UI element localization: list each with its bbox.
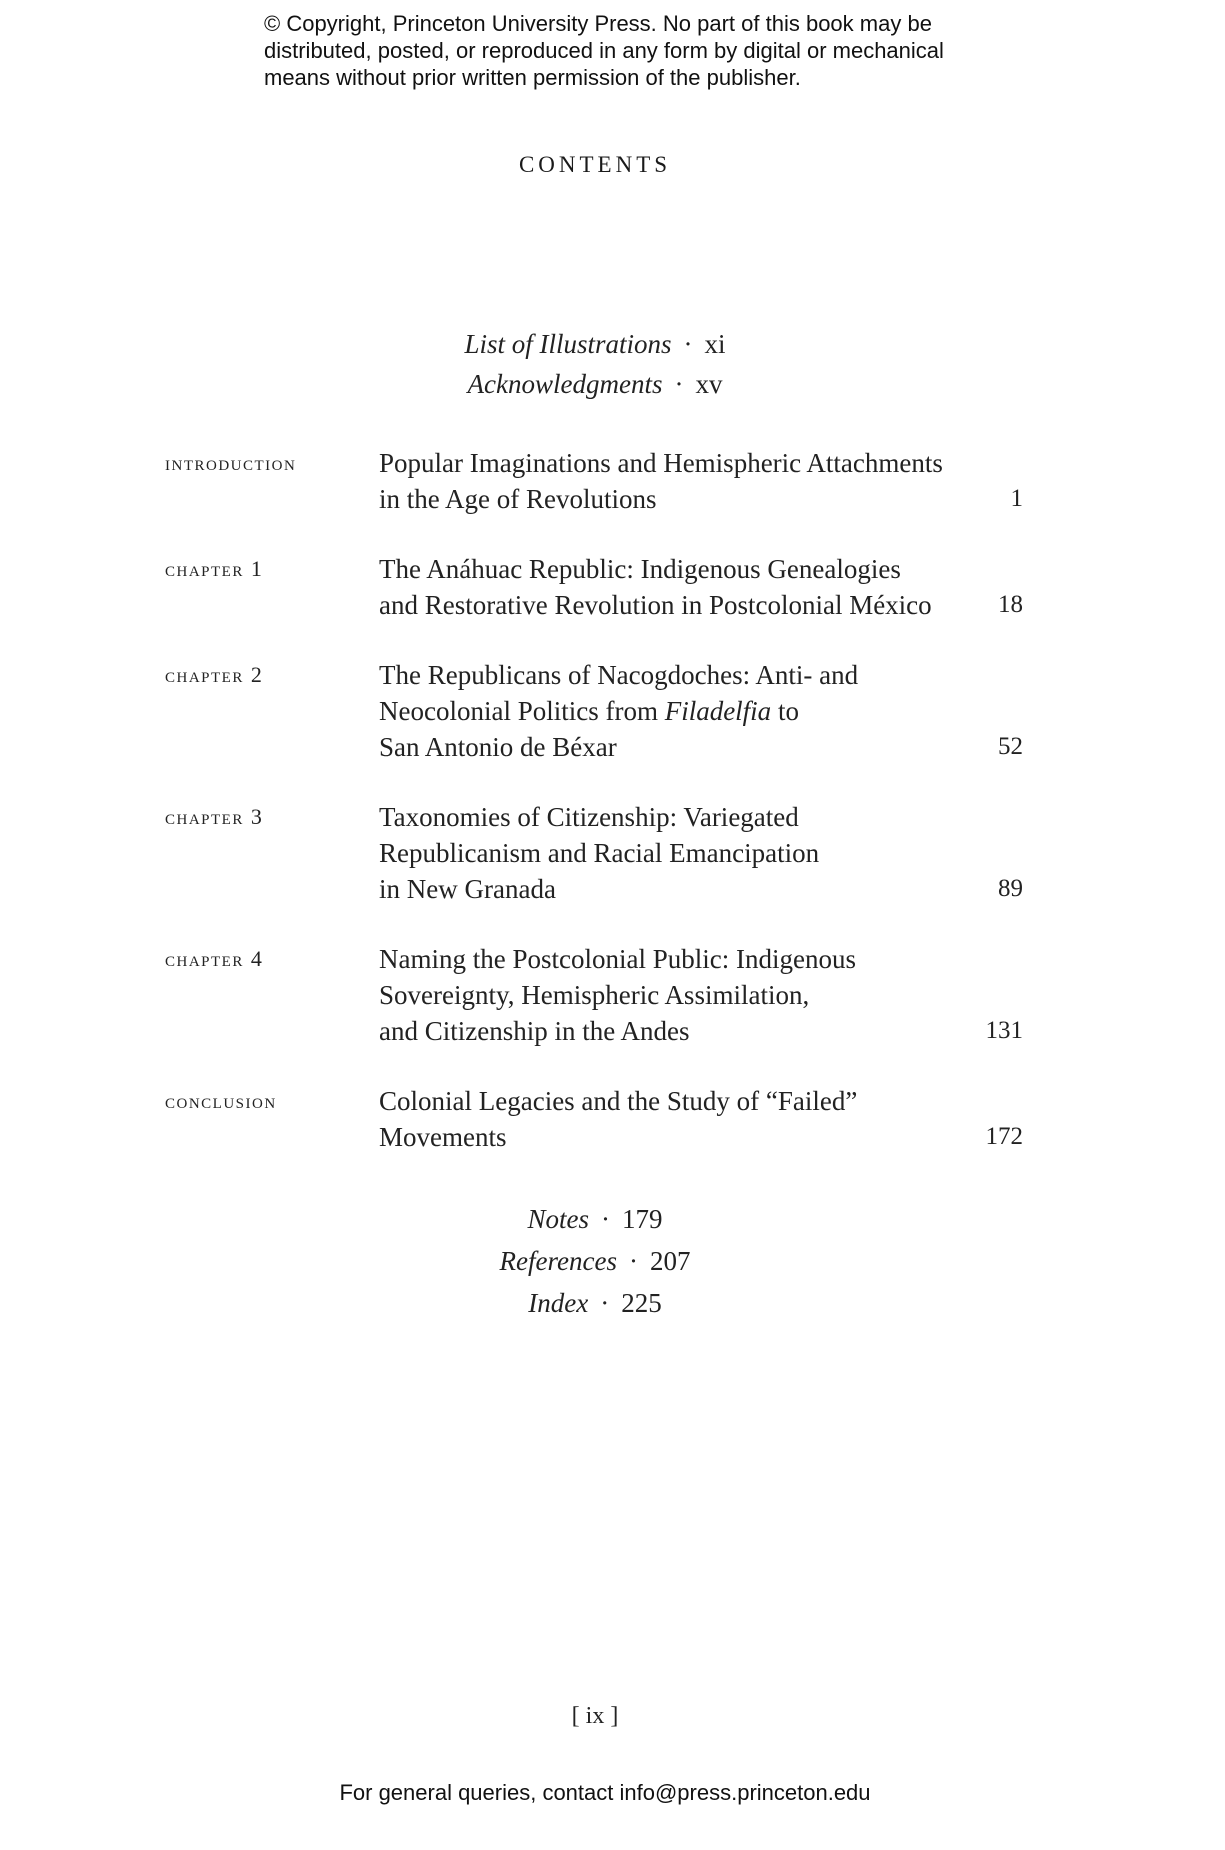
title-line: Sovereignty, Hemispheric Assimilation,: [379, 980, 810, 1010]
chapter-title: [379, 445, 969, 517]
title-line: [379, 693, 969, 729]
title-line: Naming the Postcolonial Public: Indigenous: [379, 944, 856, 974]
title-line: Movements: [379, 1122, 507, 1152]
front-matter-entry: [0, 364, 1190, 404]
separator-dot: ·: [600, 1288, 610, 1318]
page-number: 172: [985, 1123, 1023, 1150]
chapter-label: chapter 4: [165, 946, 264, 971]
back-matter-label: Notes: [527, 1204, 589, 1234]
toc-entry-chapter-4: [165, 941, 1023, 1049]
title-line: in New Granada: [379, 874, 556, 904]
title-line: Popular Imaginations and Hemispheric Attachments: [379, 448, 943, 478]
title-line: Republicanism and Racial Emancipation: [379, 838, 820, 868]
page-number: 89: [998, 875, 1023, 902]
title-text: Neocolonial Politics from: [379, 696, 665, 726]
title-line: and Citizenship in the Andes: [379, 1016, 690, 1046]
back-matter-label: Index: [528, 1288, 589, 1318]
chapter-label: chapter 3: [165, 804, 264, 829]
back-matter-page: 179: [622, 1204, 663, 1234]
title-line: in the Age of Revolutions: [379, 484, 657, 514]
copyright-notice: [264, 10, 1064, 91]
front-matter-page: xv: [695, 369, 723, 399]
back-matter-page: 207: [649, 1246, 691, 1276]
page-number: 52: [998, 733, 1023, 760]
back-matter-entry: [0, 1198, 1190, 1240]
back-matter-page: 225: [621, 1288, 662, 1318]
back-matter: [0, 1198, 1190, 1324]
contact-footer: For general queries, contact info@press.princeton.edu: [339, 1780, 871, 1805]
front-matter-page: xi: [704, 329, 726, 359]
toc-entry-introduction: [165, 445, 1023, 517]
front-matter-label: List of Illustrations: [464, 329, 672, 359]
title-line: The Republicans of Nacogdoches: Anti- and: [379, 660, 859, 690]
title-line: and Restorative Revolution in Postcolonial México: [379, 590, 932, 620]
chapter-title: [379, 551, 969, 623]
toc-entry-chapter-3: [165, 799, 1023, 907]
front-matter-label: Acknowledgments: [467, 369, 663, 399]
title-italic: Filadelfia: [664, 696, 772, 726]
title-text: to: [771, 696, 799, 726]
page-number: 131: [985, 1017, 1023, 1044]
chapter-title: [379, 657, 969, 765]
chapter-label: conclusion: [165, 1088, 277, 1113]
front-matter-entry: [0, 324, 1190, 364]
page-number: 18: [998, 591, 1023, 618]
back-matter-entry: [0, 1240, 1190, 1282]
page-folio: [ ix ]: [571, 1703, 619, 1729]
chapter-title: [379, 941, 969, 1049]
title-line: Taxonomies of Citizenship: Variegated: [379, 802, 799, 832]
title-line: San Antonio de Béxar: [379, 732, 617, 762]
page-title: CONTENTS: [518, 152, 672, 177]
page-number: 1: [1010, 485, 1023, 512]
toc-entry-chapter-2: [165, 657, 1023, 765]
separator-dot: ·: [683, 329, 693, 359]
back-matter-label: References: [499, 1246, 617, 1276]
title-line: The Anáhuac Republic: Indigenous Genealogies: [379, 554, 901, 584]
chapter-label: chapter 2: [165, 662, 264, 687]
copyright-line: distributed, posted, or reproduced in any form by digital or mechanical: [264, 38, 944, 63]
chapter-title: [379, 799, 969, 907]
copyright-line: © Copyright, Princeton University Press. No part of this book may be: [264, 11, 932, 36]
chapter-label: chapter 1: [165, 556, 264, 581]
chapter-label: introduction: [165, 450, 297, 475]
copyright-line: means without prior written permission of the publisher.: [264, 65, 801, 90]
separator-dot: ·: [628, 1246, 638, 1276]
toc-entry-conclusion: [165, 1083, 1023, 1155]
separator-dot: ·: [601, 1204, 610, 1234]
title-line: Colonial Legacies and the Study of “Failed”: [379, 1086, 858, 1116]
table-of-contents: [165, 445, 1023, 1189]
toc-entry-chapter-1: [165, 551, 1023, 623]
separator-dot: ·: [674, 369, 684, 399]
back-matter-entry: [0, 1282, 1190, 1324]
chapter-title: [379, 1083, 969, 1155]
